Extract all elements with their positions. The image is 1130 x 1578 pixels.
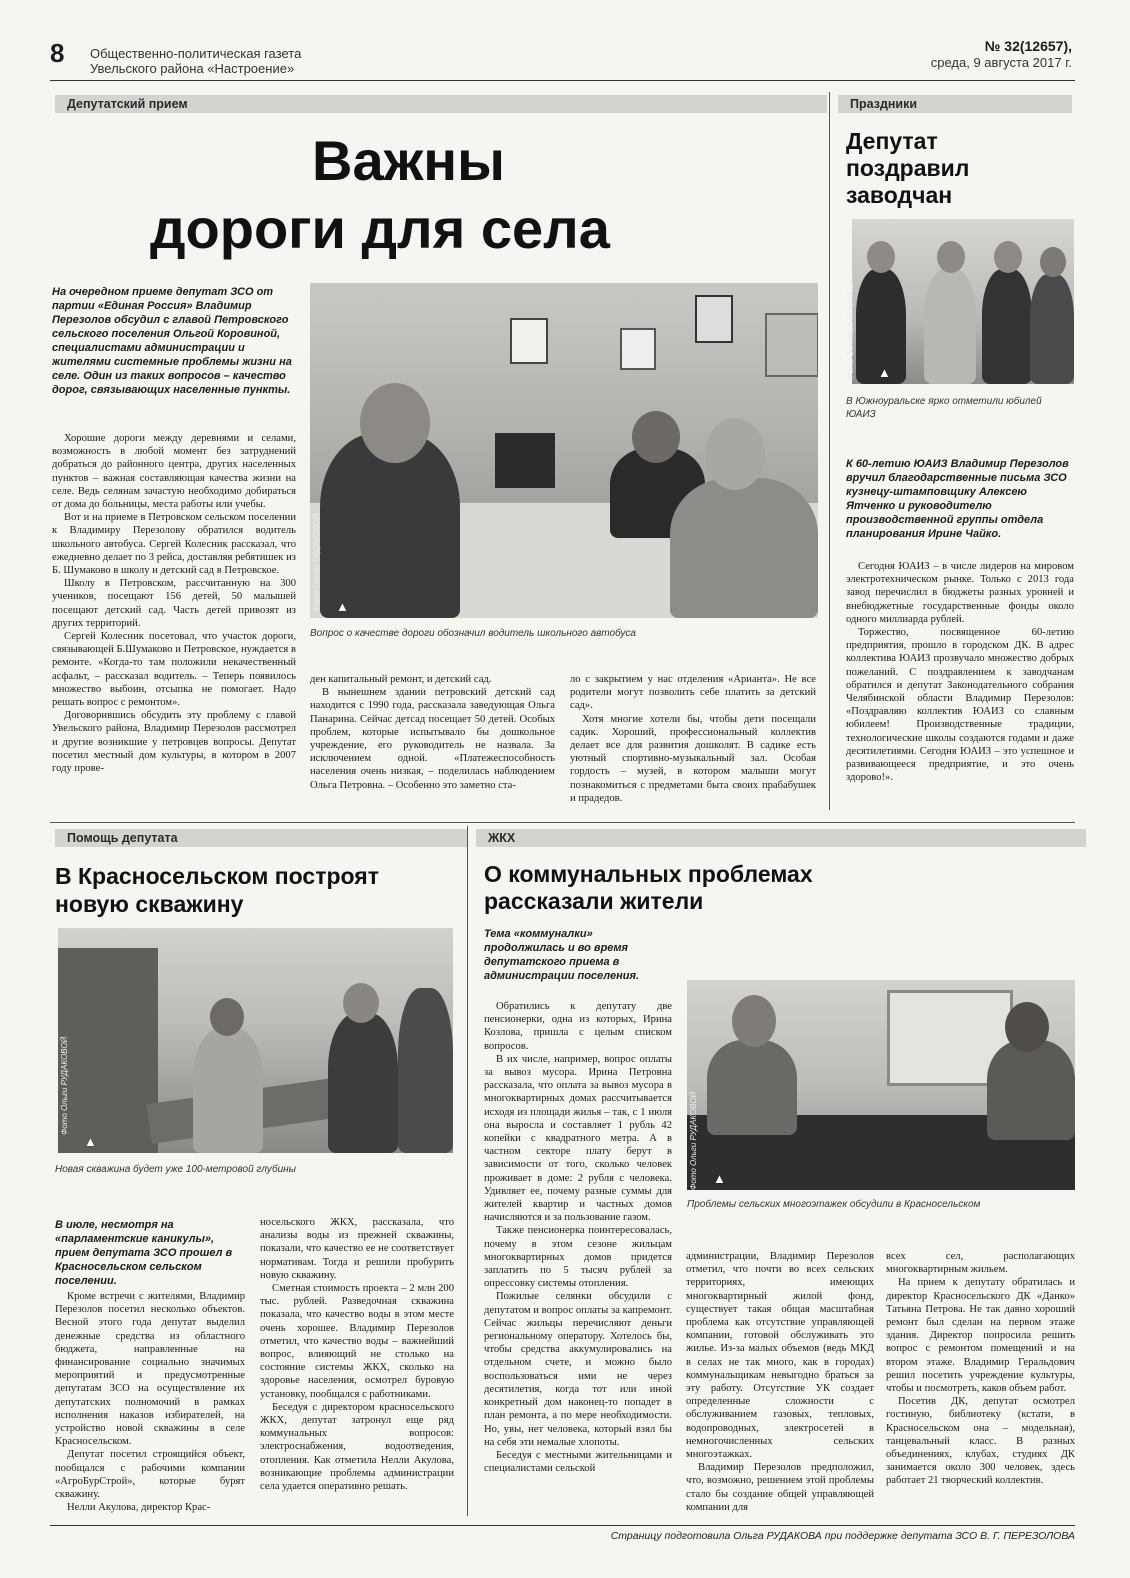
paragraph: администрации, Владимир Перезолов отметил, что почти во всех сельских территориях, имеющих многоквартирный жилой фонд, существует такая общая масштабная проблема как отсутствие управляющей компании, готовой обслуживать это жилье. Из-за малых объемов (ведь МКД в селах не так много, как в городах) коммунальщикам невыгодно браться за эту работу. Отсутствие УК создает определенные сложности с обслуживанием газовых, тепловых, водопроводных, электросетей в немногочисленных сельских многоэтажках.: [686, 1251, 874, 1461]
paragraph: Обратились к депутату две пенсионерки, одна из которых, Ирина Козлова, пришла с целым списком вопросов.: [484, 1001, 672, 1052]
article3-photo: [58, 928, 453, 1153]
person-deputy: [707, 1040, 797, 1135]
article1-photo-caption: Вопрос о качестве дороги обозначил водитель школьного автобуса: [310, 628, 636, 639]
head-woman: [632, 411, 680, 463]
article4-photo-caption: Проблемы сельских многоэтажек обсудили в Красносельском: [687, 1199, 981, 1210]
head-3: [994, 241, 1022, 273]
head-driver: [705, 418, 765, 490]
article4-title-line2: рассказали жители: [484, 888, 704, 914]
paragraph: В нынешнем здании петровский детский сад находится с 1990 года, рассказала заведующая Ольга Панарина. Сейчас детсад посещает 50 детей. Особых проблем, которые испытывало бы дошкольное учреждение, его руководитель не назвала. За исключением одной. «Платежеспособность населения очень низкая, – поделилась наблюдением Ольга Петровна. – Особенно это заметно ста-: [310, 687, 555, 791]
article2-title-line2: поздравил: [846, 155, 970, 181]
paragraph: Хорошие дороги между деревнями и селами, возможность в любой момент без затруднений добраться до районного центра, других населенных пунктов – важная составляющая качества жизни на селе. Ведь селянам зачастую необходимо добираться от дома до больницы, места работы или учебы.: [52, 433, 296, 511]
column-divider: [467, 826, 468, 1516]
article3-title-line1: В Красносельском построят: [55, 863, 379, 889]
person-driver: [670, 478, 818, 618]
rubric-deputy-help: Помощь депутата: [55, 829, 467, 847]
photo-marker-icon: ▲: [878, 365, 891, 380]
paragraph: Сметная стоимость проекта – 2 млн 200 тыс. рублей. Разведочная скважина показала, что качество воды в этом месте очень хорошее. Владимир Перезолов отметил, что качество воды – важнейший вопрос, влияющий не столько на состояние системы ЖКХ, сколько на здоровье населения, осмотрел буровую установку, пообщался с работниками.: [260, 1283, 454, 1400]
article4-column3: [886, 1250, 1075, 1488]
article2-body: [846, 560, 1074, 784]
article4-photo: [687, 980, 1075, 1190]
head-resident: [1005, 1002, 1049, 1052]
issue-number: № 32(12657),: [984, 38, 1072, 54]
article2-title-line3: заводчан: [846, 182, 953, 208]
article3-photo-credit: Фото Ольги РУДАКОВОЙ: [60, 1036, 69, 1135]
paragraph: На прием к депутату обратилась и директор Красносельского ДК «Данко» Татьяна Петрова. Не так давно хороший ремонт был сделан на первом этаже здания. Директор попросила решить вопрос с ремонтом помещений и на втором этаже. Владимир Геральдович решил посетить учреждение культуры, чтобы и посмотреть, каков объем работ.: [886, 1277, 1075, 1395]
person-woman: [193, 1028, 263, 1153]
page-number: 8: [50, 38, 65, 68]
paragraph: ден капитальный ремонт, и детский сад.: [310, 674, 492, 685]
paragraph: Посетив ДК, депутат осмотрел гостиную, библиотеку (кстати, в Красносельском она – модельная), танцевальный класс. В разных объединениях, клубах, студиях ДК занимается около 300 человек, здесь работает 21 творческий коллектив.: [886, 1396, 1075, 1487]
footer-rule: [50, 1525, 1075, 1526]
person-4: [1030, 274, 1074, 384]
head-deputy: [360, 383, 430, 463]
section-rule: [50, 822, 1075, 823]
photo-marker-icon: ▲: [336, 599, 349, 614]
head-deputy: [732, 995, 776, 1047]
paragraph: Нелли Акулова, директор Крас-: [67, 1502, 211, 1514]
paragraph: Беседуя с местными жительницами и специалистами сельской: [484, 1449, 672, 1475]
person-2: [924, 269, 976, 384]
issue-date: среда, 9 августа 2017 г.: [930, 55, 1072, 70]
paragraph: Торжество, посвященное 60-летию предприятия, прошло в городском ДК. В адрес коллектива ЮАИЗ прозвучало множество добрых пожеланий. С поздравлением к заводчанам обратился и депутат Законодательного собрания Челябинской области Владимир Перезолов: «Поздравляю коллектив ЮАИЗ со славным юбилеем! Производственные традиции, технологические школы создаются годами и даже десятилетиями. Сегодня ЮАИЗ – это успешное и развивающееся предприятие, и это очень здорово!».: [846, 627, 1074, 784]
rubric-holidays: Праздники: [838, 95, 1072, 113]
article1-lead: На очередном приеме депутат ЗСО от партии «Единая Россия» Владимир Перезолов обсудил с главой Петровского сельского поселения Ольгой Коровиной, специалистами администрации и жителями системные проблемы жизни на селе. Один из таких вопросов – качество дорог, связывающих населенные пункты.: [52, 286, 292, 396]
article2-photo: [852, 219, 1074, 384]
paragraph: В их числе, например, вопрос оплаты за вывоз мусора. Ирина Петровна рассказала, что оплата за вывоз мусора в многоквартирных домах рассчитывается исходя из площади жилья – так, с 1 июля она выросла и составляет 1 рубль 42 копейки с квадратного метра. А в частном секторе плату берут в зависимости от того, сколько человек проживает в доме: 2 рубля с человека. Удивляет ее, почему разные суммы для жителей квартир и частных домов начисляются и за пользование газом.: [484, 1053, 672, 1224]
article2-photo-caption: В Южноуральске ярко отметили юбилей ЮАИЗ: [846, 396, 1042, 420]
paragraph: Договорившись обсудить эту проблему с главой Увельского района, Владимир Перезолов рассмотрел и другие возникшие у петровцев вопросы. Депутат посетил местный дом культуры, в котором в 2007 году прове-: [52, 710, 296, 775]
wall-frame: [510, 318, 548, 364]
photo-marker-icon: ▲: [84, 1134, 97, 1149]
article3-title-line2: новую скважину: [55, 891, 244, 917]
article1-title-line2: дороги для села: [150, 197, 610, 260]
wall-frame: [695, 295, 733, 343]
article4-column1-top: [484, 1000, 672, 1475]
paragraph: Сергей Колесник посетовал, что участок дороги, связывающей Б.Шумаково и Петровское, нуждается в ремонте. «Когда-то там положили некачественный асфальт, – рассказал водитель. – Теперь появилось множество выбоин, отсыпка не помогает. Надо решать вопрос с ремонтом».: [52, 631, 296, 709]
person-3: [982, 269, 1032, 384]
person-worker: [398, 988, 453, 1153]
header-rule: [50, 80, 1075, 81]
rubric-deputy-reception: Депутатский прием: [55, 95, 827, 113]
wall-picture: [765, 313, 818, 377]
article1-photo: [310, 283, 818, 618]
paragraph: Школу в Петровском, рассчитанную на 300 учеников, посещают 156 детей, 50 малышей посещают детский сад. Часть детей привозят из других территорий.: [52, 578, 296, 629]
rubric-housing: ЖКХ: [476, 829, 1086, 847]
article4-title-line1: О коммунальных проблемах: [484, 861, 813, 887]
paragraph: Кроме встречи с жителями, Владимир Перезолов посетил несколько объектов. Весной этого года депутат выделил денежные средства из областного бюджета, направленные на финансирование социально значимых мероприятий и предусмотренные депутатам ЗСО на осуществление их депутатских полномочий в рамках исполнения наказов избирателей, на устройство новой скважины в селе Красносельском.: [55, 1291, 245, 1448]
paragraph: Пожилые селянки обсудили с депутатом и вопрос оплаты за капремонт. Сейчас жильцы перечисляют деньги региональному оператору. Хотелось бы, чтобы средства аккумулировались на отдельном счете, и можно было воспользоваться ими не через десятилетия, когда тот или иной конкретный дом наконец-то попадет в план ремонта, а по мере необходимости. Но, увы, нет человека, который взял бы на себя эти немалые хлопоты.: [484, 1291, 672, 1448]
article3-column1: [55, 1290, 245, 1514]
article2-lead: К 60-летию ЮАИЗ Владимир Перезолов вручил благодарственные письма ЗСО кузнецу-штамповщику Алексею Ятченко и руководителю производственной группы отдела планирования Ирине Чайко.: [846, 458, 1069, 540]
wall-frame: [620, 328, 656, 370]
paragraph: Сегодня ЮАИЗ – в числе лидеров на мировом электротехническом рынке. Только с 2013 года завод перечислил в бюджеты разных уровней и внебюджетные государственные фонды около одного миллиарда рублей.: [846, 561, 1074, 625]
person-deputy: [328, 1013, 398, 1153]
monitor: [495, 433, 555, 488]
head-1: [867, 241, 895, 273]
article1-column3: [570, 673, 816, 805]
person-resident: [987, 1040, 1075, 1140]
paragraph: Владимир Перезолов предположил, что, возможно, решением этой проблемы стало бы создание общей управляющей компании для: [686, 1462, 874, 1513]
head-2: [937, 241, 965, 273]
paragraph: всех сел, располагающих многоквартирным жильем.: [886, 1251, 1075, 1276]
article3-column2: [260, 1216, 454, 1493]
photo-marker-icon: ▲: [713, 1171, 726, 1186]
footer-credit: Страницу подготовила Ольга РУДАКОВА при поддержке депутата ЗСО В. Г. ПЕРЕЗОЛОВА: [610, 1530, 1075, 1542]
article1-column1: [52, 432, 296, 775]
newspaper-name-line1: Общественно-политическая газета: [90, 46, 302, 61]
column-divider: [829, 92, 830, 810]
paragraph: ло с закрытием у нас отделения «Арианта». Не все родители могут позволить себе платить за детский сад».: [570, 674, 816, 712]
article3-lead: В июле, несмотря на «парламентские каникулы», прием депутата ЗСО прошел в Красносельском сельском поселении.: [55, 1219, 233, 1287]
drilling-rig: [58, 948, 158, 1153]
article1-title-line1: Важны: [312, 129, 505, 192]
newspaper-name-line2: Увельского района «Настроение»: [90, 61, 295, 76]
article1-column2: [310, 673, 555, 792]
paragraph: носельского ЖКХ, рассказала, что анализы воды из прежней скважины, показали, что качество ее не соответствует нормативам. Тогда и решили пробурить новую скважину.: [260, 1217, 454, 1281]
paragraph: Также пенсионерка поинтересовалась, почему в этом сезоне жильцам многоквартирных домов придется заплатить по 5 тысяч рублей за опрессовку системы отопления.: [484, 1225, 672, 1290]
paragraph: Вот и на приеме в Петровском сельском поселении к Владимиру Перезолову обратился водитель школьного автобуса. Сергей Колесник рассказал, что ежедневно делает по 3 рейса, доставляя ребятишек из Б. Шумаково в школу и детский сад в Петровское.: [52, 512, 296, 577]
article4-column2: [686, 1250, 874, 1514]
article4-lead: Тема «коммуналки» продолжилась и во время депутатского приема в администрации поселения.: [484, 928, 639, 982]
article2-photo-credit: Фото Виктора КРАЙНОВА: [846, 277, 855, 380]
article2-title-line1: Депутат: [846, 128, 938, 154]
paragraph: Беседуя с директором красносельского ЖКХ, депутат затронул еще ряд коммунальных вопросов: электроснабжения, водоотведения, отопления. Как отметила Нелли Акулова, возникающие проблемы администрации села удается оперативно решать.: [260, 1401, 454, 1493]
article3-photo-caption: Новая скважина будет уже 100-метровой глубины: [55, 1164, 297, 1175]
head-woman: [210, 998, 244, 1036]
paragraph: Хотя многие хотели бы, чтобы дети посещали садик. Хороший, профессиональный коллектив делает все для развития дошколят. В садике есть уютный спортивно-музыкальный зал. Особая гордость – музей, в котором малыши могут познакомиться с предметами быта своих прабабушек и прадедов.: [570, 713, 816, 804]
head-deputy: [343, 983, 379, 1023]
article1-photo-credit: Фото Ольги РУДАКОВОЙ: [312, 513, 321, 612]
paragraph: Депутат посетил строящийся объект, пообщался с рабочими компании «АгроБурСтрой», которые бурят скважину.: [55, 1449, 245, 1501]
head-4: [1040, 247, 1066, 277]
article4-photo-credit: Фото Ольги РУДАКОВОЙ: [689, 1091, 698, 1190]
